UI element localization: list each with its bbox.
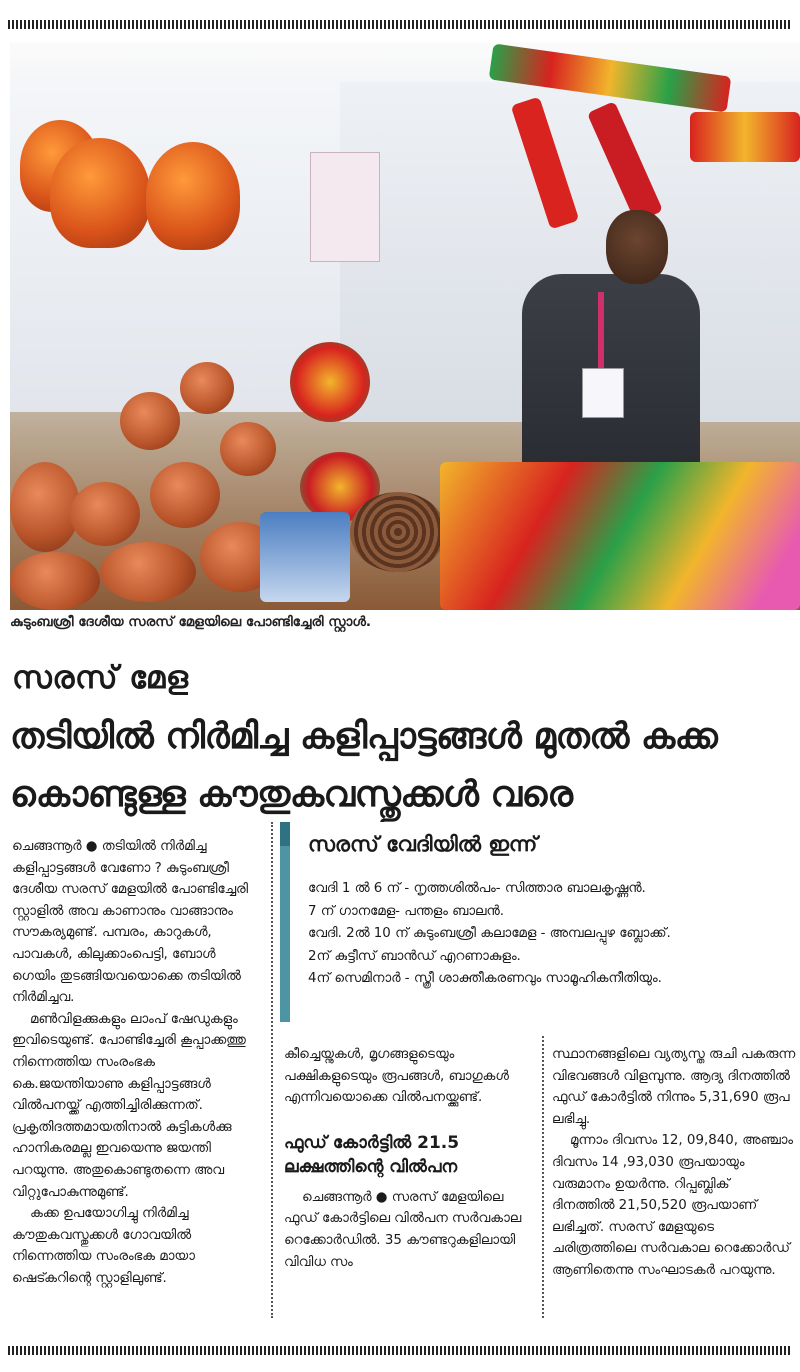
sub-headline: ഫുഡ് കോർട്ടിൽ 21.5 ലക്ഷത്തിന്റെ വിൽപന: [284, 1132, 460, 1177]
column-separator: [542, 1036, 544, 1318]
clay-lamp: [220, 422, 276, 476]
article-column-2: [284, 1044, 532, 1273]
event-line: 4ന് സെമിനാർ - സ്ത്രീ ശാക്തീകരണവും സാമൂഹികനീതിയും.: [308, 971, 662, 986]
wooden-coil: [350, 492, 446, 572]
box-accent-bar: [280, 822, 290, 1022]
event-line: 7 ന് ഗാനമേള- പന്തളം ബാലൻ.: [308, 903, 505, 919]
headline-line-1: തടിയിൽ നിർമിച്ച കളിപ്പാട്ടങ്ങൾ മുതൽ കക്ക: [10, 716, 718, 757]
box-accent-bar-top: [280, 822, 290, 846]
clay-pot: [10, 462, 80, 552]
photo-caption: കുടുംബശ്രീ ദേശീയ സരസ് മേളയിലെ പോണ്ടിച്ചേരി സ്റ്റാൾ.: [10, 614, 372, 630]
article-column-1: [12, 836, 262, 1289]
clay-lamp: [120, 392, 180, 450]
event-line: വേദി 1 ൽ 6 ന് - നൃത്തശിൽപം- സിത്താര ബാലകൃഷ്ണൻ.: [308, 881, 646, 896]
article-paragraph: സ്ഥാനങ്ങളിലെ വ്യത്യസ്ത രുചി പകരുന്ന വിഭവങ്ങൾ വിളമ്പുന്നു. ആദ്യ ദിനത്തിൽ ഫുഡ് കോർട്ടിൽ നിന്നും 5,31,690 രൂപ ലഭിച്ചു.: [552, 1047, 796, 1127]
news-photo: [10, 42, 800, 610]
stall-poster: [310, 152, 380, 262]
wooden-toy-display: [440, 462, 800, 610]
clay-bell: [50, 138, 150, 248]
lanyard: [598, 292, 604, 372]
event-line: വേദി. 2ൽ 10 ന് കുടുംബശ്രീ കലാമേള - അമ്പലപ്പുഴ ബ്ലോക്ക്.: [308, 926, 671, 941]
events-box: [280, 822, 798, 1022]
product-boxes: [260, 512, 350, 602]
section-kicker: സരസ് മേള: [12, 660, 189, 696]
article-paragraph: മൺവിളക്കുകളും ലാംപ് ഷേഡുകളും ഇവിടെയുണ്ട്. പോണ്ടിച്ചേരി കൂപ്പാക്കത്തു നിന്നെത്തിയ സംരംഭക കെ.ജയന്തിയാണു കളിപ്പാട്ടങ്ങൾ വിൽപനയ്ക്ക് എത്തിച്ചിരിക്കുന്നത്. പ്രകൃതിദത്തമായതിനാൽ കുട്ടികൾക്കു ഹാനികരമല്ല ഇവയെന്നു ജയന്തി പറയുന്നു. അതുകൊണ്ടുതന്നെ അവ വിറ്റുപോകുന്നുമുണ്ട്.: [12, 1011, 246, 1200]
clay-lamp: [180, 362, 234, 414]
events-box-title: സരസ് വേദിയിൽ ഇന്ന്: [308, 832, 538, 856]
spinning-top: [290, 342, 370, 422]
headline: [10, 708, 800, 824]
events-list: [308, 878, 794, 991]
article-paragraph: കീച്ചെയ്നുകൾ, മൃഗങ്ങളുടെയും പക്ഷികളുടെയും രൂപങ്ങൾ, ബാഗുകൾ എന്നിവയൊക്കെ വിൽപനയ്ക്കുണ്ട്.: [284, 1047, 509, 1106]
stall-keeper-head: [606, 210, 668, 284]
headline-line-2: കൊണ്ടുള്ള കൗതുകവസ്തുക്കൾ വരെ: [10, 774, 573, 815]
article-column-3: [552, 1044, 796, 1282]
id-tag: [582, 368, 624, 418]
column-separator: [271, 822, 273, 1318]
event-line: 2ന് കുട്ടീസ് ബാൻഡ് എറണാകുളം.: [308, 948, 521, 964]
article-paragraph: ചെങ്ങന്നൂർ ● സരസ് മേളയിലെ ഫുഡ് കോർട്ടിലെ വിൽപന സർവകാല റെക്കോർഡിൽ. 35 കൗണ്ടറുകളിലായി വിവിധ സം: [284, 1189, 522, 1270]
top-dotted-rule: [8, 20, 792, 29]
article-paragraph: മൂന്നാം ദിവസം 12, 09,840, അഞ്ചാം ദിവസം 14 ,93,030 രൂപയായും വരുമാനം ഉയർന്നു. റിപ്പബ്ലിക് ദിനത്തിൽ 21,50,520 രൂപയാണ് ലഭിച്ചത്. സരസ് മേളയുടെ ചരിത്രത്തിലെ സർവകാല റെക്കോർഡ് ആണിതെന്നു സംഘാടകർ പറയുന്നു.: [552, 1133, 794, 1278]
wooden-toy: [690, 112, 800, 162]
clay-pot: [10, 552, 100, 610]
article-paragraph: ചെങ്ങന്നൂർ ● തടിയിൽ നിർമിച്ച കളിപ്പാട്ടങ്ങൾ വേണോ ? കുടുംബശ്രീ ദേശീയ സരസ് മേളയിൽ പോണ്ടിച്ചേരി സ്റ്റാളിൽ അവ കാണാനും വാങ്ങാനും സൗകര്യമുണ്ട്. പമ്പരം, കാറുകൾ, പാവകൾ, കിലുക്കാംപെട്ടി, ബോൾ ഗെയിം തുടങ്ങിയവയൊക്കെ തടിയിൽ നിർമിച്ചവ.: [12, 839, 249, 1006]
clay-lamp: [150, 462, 220, 528]
article-paragraph: കക്ക ഉപയോഗിച്ചു നിർമിച്ച കൗതുകവസ്തുക്കൾ ഗോവയിൽ നിന്നെത്തിയ സംരംഭക മായാ ഷെട്കറിന്റെ സ്റ്റാളിലുണ്ട്.: [12, 1206, 195, 1286]
clay-lamp: [100, 542, 196, 602]
bottom-dotted-rule: [8, 1346, 792, 1355]
clay-bell: [146, 142, 240, 250]
clay-lamp: [70, 482, 140, 546]
